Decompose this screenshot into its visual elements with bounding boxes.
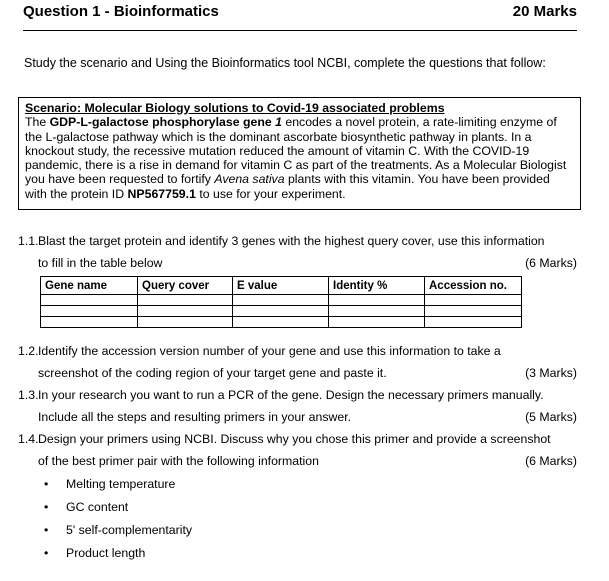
question-number: 1.3. bbox=[18, 388, 39, 402]
bullet-icon: • bbox=[44, 523, 49, 537]
bullet-icon: • bbox=[44, 546, 49, 560]
table-cell[interactable] bbox=[41, 295, 138, 306]
table-cell[interactable] bbox=[425, 295, 522, 306]
table-cell[interactable] bbox=[41, 306, 138, 317]
question-title: Question 1 - Bioinformatics bbox=[23, 3, 219, 20]
question-text: In your research you want to run a PCR of the gene. Design the necessary primers manually. bbox=[38, 388, 544, 402]
bullet-icon: • bbox=[44, 477, 49, 491]
question-marks: (6 Marks) bbox=[525, 454, 577, 468]
question-header bbox=[23, 2, 577, 31]
table-cell[interactable] bbox=[233, 306, 329, 317]
scenario-heading: Scenario: Molecular Biology solutions to Covid-19 associated problems bbox=[25, 101, 445, 115]
species-name: Avena sativa bbox=[214, 172, 285, 187]
question-marks: (5 Marks) bbox=[525, 410, 577, 424]
table-cell[interactable] bbox=[41, 317, 138, 328]
question-text: screenshot of the coding region of your target gene and paste it. bbox=[38, 366, 387, 380]
table-row bbox=[41, 317, 522, 328]
question-number: 1.4. bbox=[18, 432, 39, 446]
table-cell[interactable] bbox=[329, 306, 425, 317]
scenario-box bbox=[18, 97, 581, 210]
column-header: Query cover bbox=[138, 277, 233, 295]
question-text: Include all the steps and resulting primers in your answer. bbox=[38, 410, 352, 424]
table-cell[interactable] bbox=[329, 295, 425, 306]
instructions: Study the scenario and Using the Bioinformatics tool NCBI, complete the questions that follow: bbox=[24, 56, 546, 70]
table-cell[interactable] bbox=[425, 306, 522, 317]
table-cell[interactable] bbox=[233, 317, 329, 328]
table-row bbox=[41, 295, 522, 306]
table-header-row bbox=[41, 277, 522, 295]
question-text: Design your primers using NCBI. Discuss why you chose this primer and provide a screenshot bbox=[38, 432, 551, 446]
answer-table bbox=[40, 276, 522, 328]
bullet-icon: • bbox=[44, 500, 49, 514]
question-marks: (3 Marks) bbox=[525, 366, 577, 380]
total-marks: 20 Marks bbox=[512, 3, 577, 20]
column-header: Accession no. bbox=[425, 277, 522, 295]
scenario-text: The GDP-L-galactose phosphorylase gene 1 encodes a novel protein, a rate-limiting enzyme of the L-galactose pathway which is the dominant ascorbate biosynthetic pathway in plants. In a knockout study, the recessive mutation reduced the amount of vitamin C. With the COVID-19 pandemic, there is a rise in demand for vitamin C as part of the treatments. As a Molecular Biologist you have been requested to fortify Avena sativa plants with this vitamin. You have been provided with the protein ID NP567759.1 to use for your experiment. bbox=[25, 115, 567, 201]
question-marks: (6 Marks) bbox=[525, 256, 577, 270]
question-text: of the best primer pair with the following information bbox=[38, 454, 319, 468]
column-header: E value bbox=[233, 277, 329, 295]
protein-id: NP567759.1 bbox=[127, 186, 196, 201]
gene-number: 1 bbox=[275, 115, 282, 130]
table-cell[interactable] bbox=[425, 317, 522, 328]
table-cell[interactable] bbox=[138, 295, 233, 306]
table-cell[interactable] bbox=[233, 295, 329, 306]
gene-name: GDP-L-galactose phosphorylase gene bbox=[49, 115, 276, 130]
question-text: Identify the accession version number of your gene and use this information to take a bbox=[38, 344, 501, 358]
table-row bbox=[41, 306, 522, 317]
column-header: Identity % bbox=[329, 277, 425, 295]
question-text: Blast the target protein and identify 3 genes with the highest query cover, use this information bbox=[38, 234, 545, 248]
question-text: to fill in the table below bbox=[38, 256, 163, 270]
column-header: Gene name bbox=[41, 277, 138, 295]
question-number: 1.1. bbox=[18, 234, 39, 248]
table-cell[interactable] bbox=[138, 306, 233, 317]
table-cell[interactable] bbox=[329, 317, 425, 328]
table-cell[interactable] bbox=[138, 317, 233, 328]
question-number: 1.2. bbox=[18, 344, 39, 358]
